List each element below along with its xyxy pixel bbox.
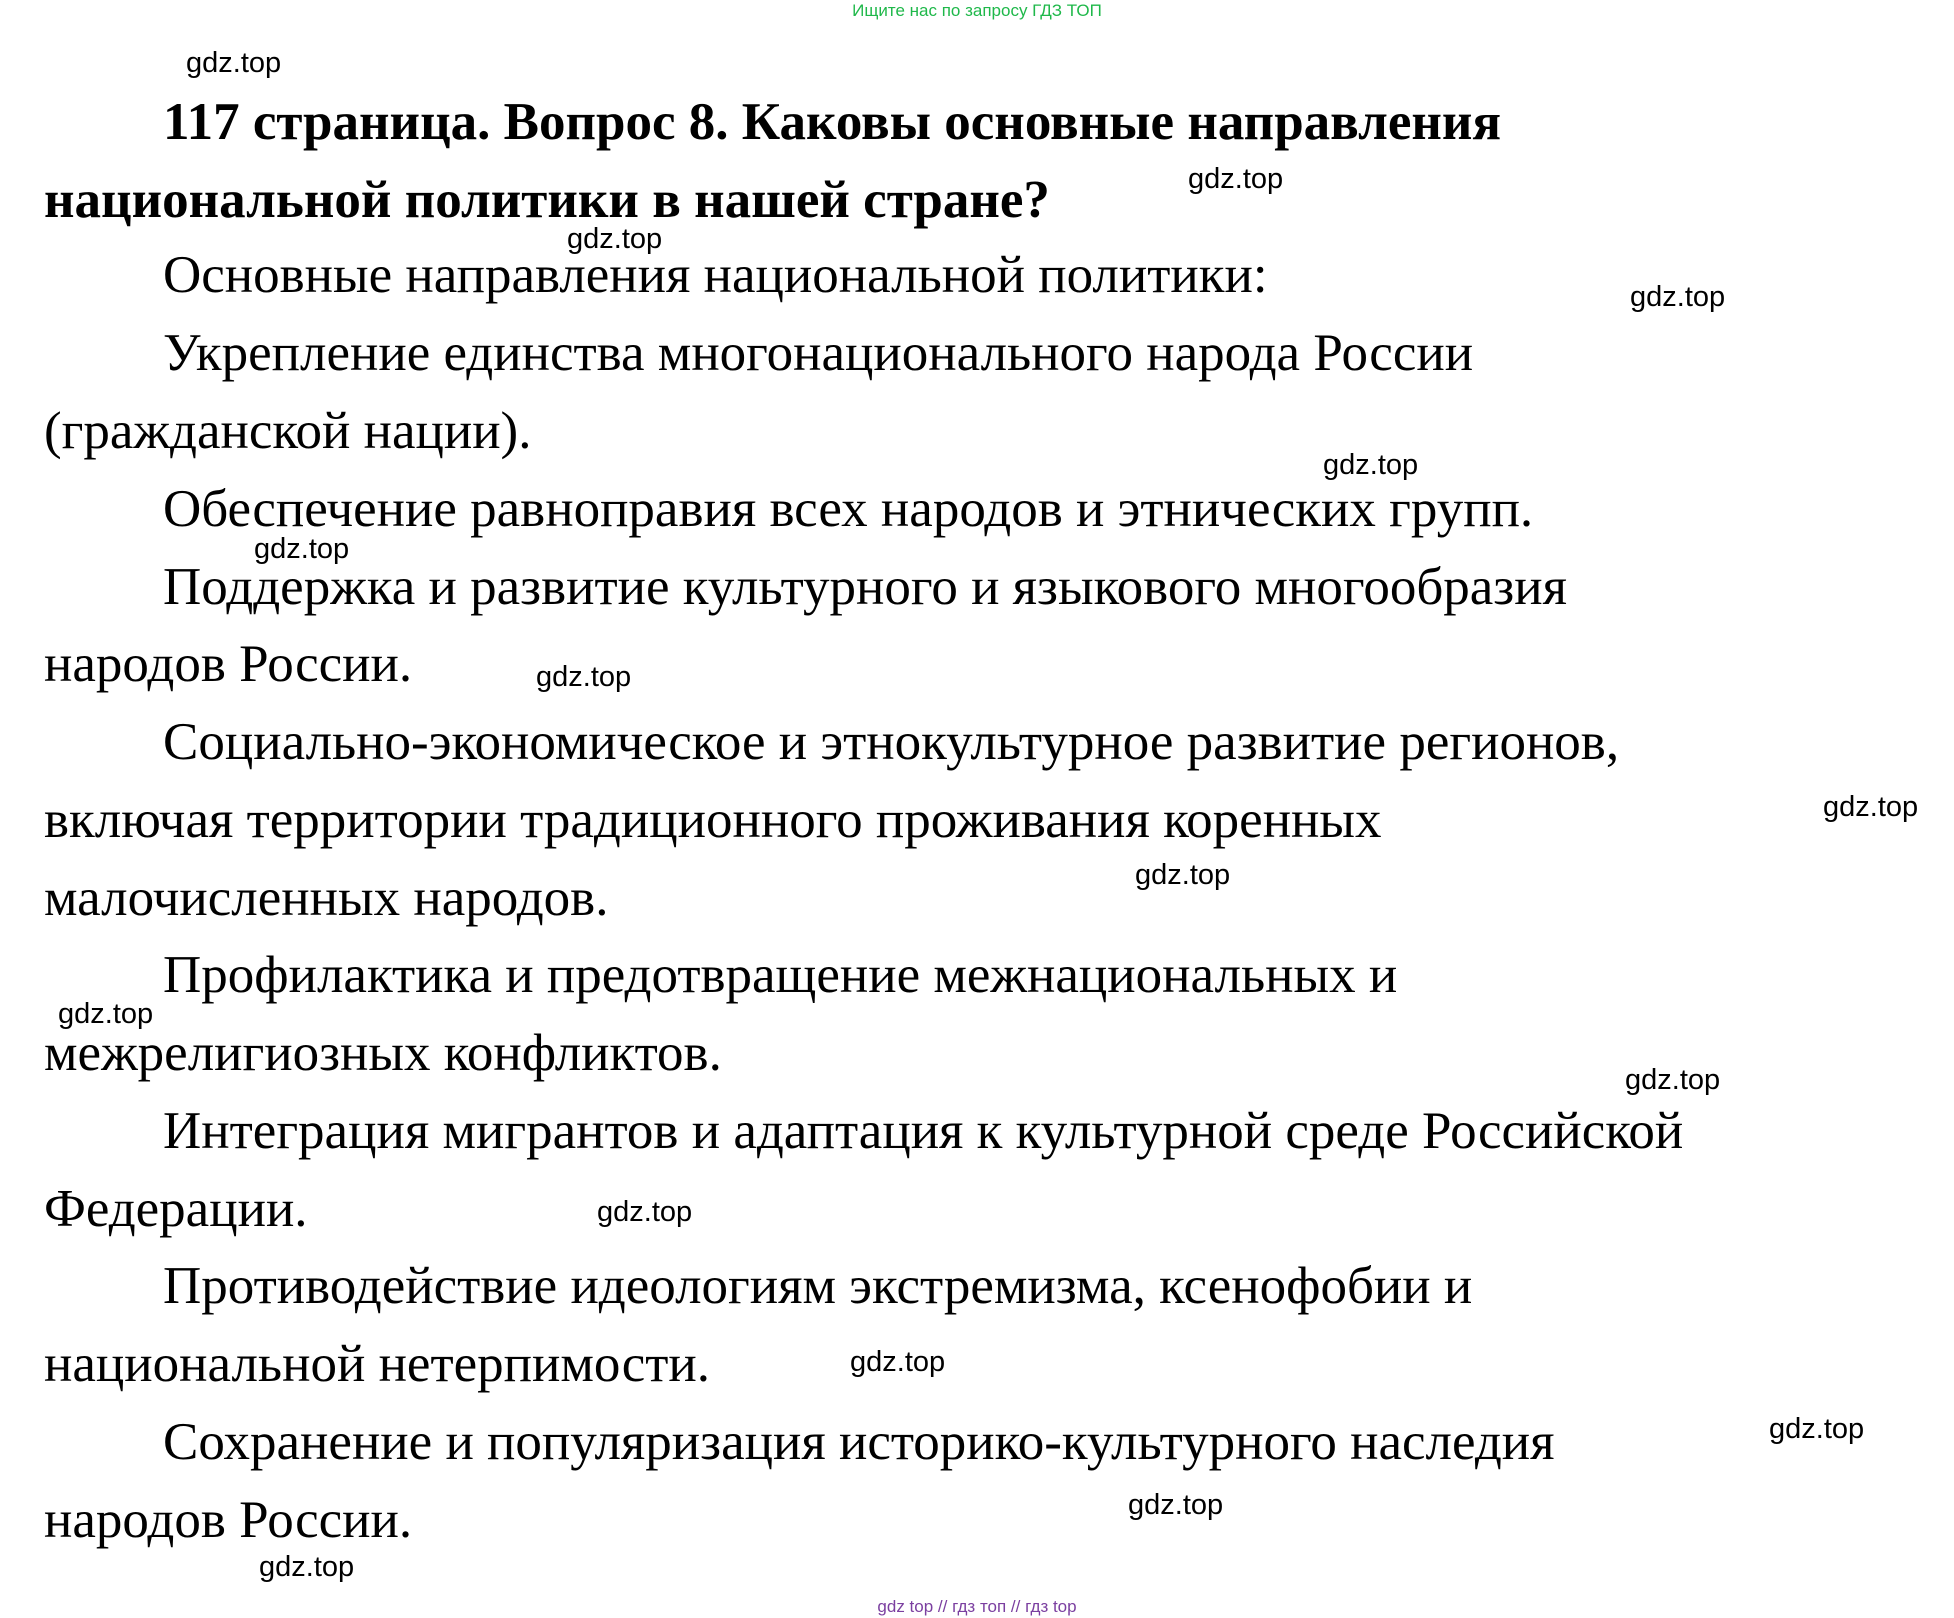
watermark: gdz.top (536, 661, 632, 693)
watermark: gdz.top (1630, 281, 1726, 313)
body-line: Укрепление единства многонационального народа России (163, 324, 1474, 382)
body-line: Поддержка и развитие культурного и языкового многообразия (163, 558, 1567, 616)
body-line: народов России. (44, 635, 413, 693)
heading-line-2: национальной политики в нашей стране? (44, 171, 1050, 229)
body-line: национальной нетерпимости. (44, 1335, 711, 1393)
body-line: (гражданской нации). (44, 402, 532, 460)
body-line: включая территории традиционного проживания коренных (44, 791, 1382, 849)
body-line: Обеспечение равноправия всех народов и этнических групп. (163, 480, 1534, 538)
body-line: малочисленных народов. (44, 869, 609, 927)
watermark: gdz.top (254, 533, 350, 565)
watermark: gdz.top (58, 998, 154, 1030)
body-line: Федерации. (44, 1180, 308, 1238)
watermark: gdz.top (1135, 859, 1231, 891)
top-banner: Ищите нас по запросу ГДЗ ТОП (852, 1, 1102, 20)
watermark: gdz.top (259, 1551, 355, 1583)
bottom-banner: gdz top // гдз топ // гдз top (877, 1597, 1077, 1616)
body-line: Профилактика и предотвращение межнациональных и (163, 946, 1398, 1004)
watermark: gdz.top (1625, 1064, 1721, 1096)
watermark: gdz.top (1188, 163, 1284, 195)
body-line: Интеграция мигрантов и адаптация к культурной среде Российской (163, 1102, 1684, 1160)
watermark: gdz.top (1128, 1489, 1224, 1521)
heading-line-1: 117 страница. Вопрос 8. Каковы основные направления (163, 93, 1502, 151)
watermark: gdz.top (1823, 791, 1919, 823)
watermark: gdz.top (1323, 449, 1419, 481)
body-line: Основные направления национальной политики: (163, 246, 1268, 304)
watermark: gdz.top (567, 223, 663, 255)
body-line: Сохранение и популяризация историко-культурного наследия (163, 1413, 1555, 1471)
body-line: народов России. (44, 1491, 413, 1549)
watermark: gdz.top (597, 1196, 693, 1228)
watermark: gdz.top (1769, 1413, 1865, 1445)
watermark: gdz.top (850, 1346, 946, 1378)
body-line: Социально-экономическое и этнокультурное развитие регионов, (163, 713, 1620, 771)
body-line: Противодействие идеологиям экстремизма, ксенофобии и (163, 1257, 1473, 1315)
body-line: межрелигиозных конфликтов. (44, 1024, 722, 1082)
watermark: gdz.top (186, 47, 282, 79)
